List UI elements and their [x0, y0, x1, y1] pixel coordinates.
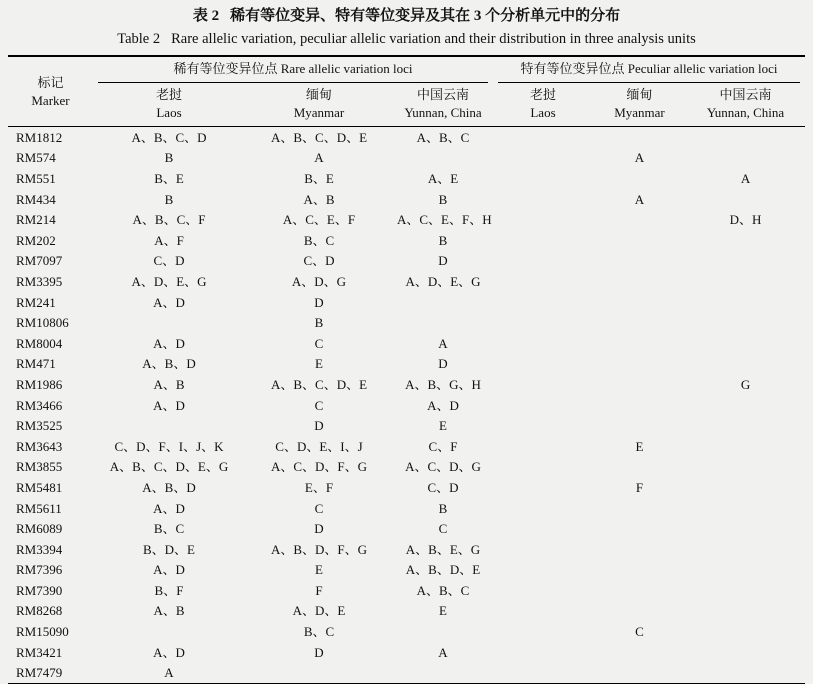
table-row [8, 663, 805, 684]
allele-cell [686, 539, 805, 560]
allele-cell: A [634, 150, 645, 166]
allele-cell: E、F [304, 479, 334, 495]
allele-cell: A、D [153, 562, 185, 578]
allele-cell: A、B、C [416, 582, 470, 598]
allele-cell: A、C、D、F、G [270, 459, 368, 475]
subheader-rare-yunnan-zh: 中国云南 [416, 87, 469, 103]
marker-cell: RM1986 [16, 376, 63, 392]
allele-cell: B、C [303, 232, 335, 248]
table-body [8, 127, 805, 684]
allele-cell: A、B、G、H [405, 376, 481, 392]
allele-cell [93, 622, 245, 643]
table-title-zh-label: 表 2 [192, 8, 220, 24]
allele-cell [493, 189, 593, 210]
group-header-rare-label: 稀有等位变异位点 Rare allelic variation loci [98, 61, 488, 83]
allele-cell: A、B [153, 376, 185, 392]
allele-cell: B [164, 150, 174, 166]
allele-cell [493, 395, 593, 416]
allele-cell: A、B、C、D [131, 129, 207, 145]
table-row [8, 477, 805, 498]
allele-cell [493, 127, 593, 148]
marker-cell: RM6089 [16, 521, 63, 537]
allele-cell: C、D、F、I、J、K [114, 438, 224, 454]
allele-cell [493, 230, 593, 251]
allele-cell: A、B、C、D、E [270, 376, 368, 392]
group-header-peculiar-label: 特有等位变异位点 Peculiar allelic variation loci [498, 61, 800, 83]
allele-cell: C [314, 335, 324, 351]
allele-cell [686, 519, 805, 540]
subheader-rare-laos-en: Laos [156, 104, 182, 120]
marker-cell: RM10806 [16, 315, 69, 331]
table-row [8, 292, 805, 313]
allele-cell: C [314, 500, 324, 516]
allele-cell: B、F [154, 582, 184, 598]
allele-cell: A、C、E、F [282, 212, 356, 228]
allele-cell [493, 601, 593, 622]
allele-cell [593, 416, 686, 437]
table-row [8, 354, 805, 375]
subheader-peculiar-myanmar-en: Myanmar [614, 104, 665, 120]
allele-cell: A、D [153, 294, 185, 310]
allele-cell [593, 230, 686, 251]
allele-cell [686, 436, 805, 457]
allele-cell: A、B [303, 191, 335, 207]
allele-cell: A、D [153, 644, 185, 660]
allele-cell [686, 498, 805, 519]
table-row [8, 313, 805, 334]
allele-cell: G [740, 376, 751, 392]
allele-cell: A、D、G [291, 273, 347, 289]
allele-cell [593, 663, 686, 684]
marker-header-zh: 标记 [37, 75, 64, 91]
allele-cell [245, 663, 393, 684]
allele-cell [593, 251, 686, 272]
allele-cell [593, 457, 686, 478]
allele-cell [593, 333, 686, 354]
table-title-en-label: Table 2 [117, 30, 161, 47]
allele-cell [493, 539, 593, 560]
allele-cell: A、B、C、D、E、G [109, 459, 229, 475]
table-row [8, 539, 805, 560]
allele-cell: D [314, 294, 324, 310]
allele-cell [686, 354, 805, 375]
allele-cell: D、H [729, 212, 762, 228]
marker-cell: RM1812 [16, 129, 63, 145]
table-row [8, 271, 805, 292]
allele-cell: E [439, 418, 447, 434]
allele-cell: A、B、E、G [405, 541, 481, 557]
allele-cell [493, 477, 593, 498]
allele-cell: A、D、E [292, 603, 346, 619]
allele-cell: C、D [427, 479, 459, 495]
table-row [8, 457, 805, 478]
allele-cell [393, 622, 493, 643]
marker-cell: RM3855 [16, 459, 63, 475]
table-row [8, 230, 805, 251]
allele-cell: D [314, 644, 324, 660]
allele-cell: B [438, 191, 448, 207]
marker-cell: RM8004 [16, 335, 63, 351]
allele-cell: A、D [153, 500, 185, 516]
allele-cell: B、D、E [142, 541, 195, 557]
allele-cell [686, 313, 805, 334]
marker-cell: RM3643 [16, 438, 63, 454]
allele-cell: B、E [304, 171, 334, 187]
allele-cell: F [315, 582, 323, 598]
allele-cell [593, 313, 686, 334]
marker-cell: RM7479 [16, 665, 63, 681]
allele-cell: C、D [303, 253, 335, 269]
table-row [8, 642, 805, 663]
allele-cell: A、B、D [142, 479, 196, 495]
subheader-peculiar-yunnan-en: Yunnan, China [706, 104, 785, 120]
table-row [8, 498, 805, 519]
allele-cell [686, 333, 805, 354]
table-row [8, 580, 805, 601]
allele-cell: B、C [153, 521, 185, 537]
marker-cell: RM8268 [16, 603, 63, 619]
allele-cell: B [438, 500, 448, 516]
table-row [8, 622, 805, 643]
allele-cell [593, 374, 686, 395]
table-header [8, 56, 805, 126]
table-row [8, 436, 805, 457]
allele-cell [493, 416, 593, 437]
allele-cell [493, 436, 593, 457]
allele-cell [493, 333, 593, 354]
allele-cell [493, 580, 593, 601]
allele-cell [686, 560, 805, 581]
allele-cell: C [438, 521, 448, 537]
allele-cell: D [438, 356, 448, 372]
allele-cell [593, 271, 686, 292]
table-title-en-text: Rare allelic variation, peculiar allelic variation and their distribution in three analysis units [171, 30, 696, 47]
subheader-rare-laos-zh: 老挝 [155, 87, 182, 103]
allele-cell [686, 395, 805, 416]
allele-cell [393, 148, 493, 169]
allele-cell [493, 498, 593, 519]
allele-cell [686, 230, 805, 251]
table-row [8, 333, 805, 354]
allele-cell [93, 416, 245, 437]
allele-cell [493, 457, 593, 478]
allele-cell: A、E [427, 171, 459, 187]
subheader-rare-laos [93, 83, 245, 127]
allele-cell: C [635, 624, 644, 640]
allele-cell: A、D [153, 397, 185, 413]
allele-cell: A、D [153, 335, 185, 351]
table-row [8, 210, 805, 231]
marker-cell: RM3525 [16, 418, 63, 434]
allele-cell: B [164, 191, 174, 207]
allele-cell: E [315, 356, 323, 372]
marker-cell: RM574 [16, 150, 56, 166]
table-title-zh [0, 7, 813, 27]
allele-cell [493, 354, 593, 375]
allele-cell: A、B、D、E [405, 562, 481, 578]
allele-cell [493, 148, 593, 169]
allele-cell: C [314, 397, 324, 413]
allele-cell [593, 642, 686, 663]
table-title-zh-text: 稀有等位变异、特有等位变异及其在 3 个分析单元中的分布 [230, 8, 621, 24]
allele-cell: F [635, 479, 644, 495]
marker-cell: RM5611 [16, 500, 62, 516]
column-header-marker [8, 56, 93, 126]
allele-cell [593, 354, 686, 375]
allele-cell [493, 313, 593, 334]
allele-cell: B、C [303, 624, 335, 640]
table-row [8, 169, 805, 190]
table-row [8, 416, 805, 437]
subheader-peculiar-laos-zh: 老挝 [529, 87, 556, 103]
allele-cell: B [314, 315, 324, 331]
marker-header-en: Marker [31, 92, 70, 108]
allele-cell [593, 169, 686, 190]
subheader-peculiar-laos-en: Laos [530, 104, 556, 120]
allele-cell: B [438, 232, 448, 248]
allele-cell [493, 271, 593, 292]
allele-cell: C、D、E、I、J [275, 438, 363, 454]
table-row [8, 148, 805, 169]
allele-cell [493, 169, 593, 190]
allele-cell: A、C、D、G [405, 459, 481, 475]
table-row [8, 189, 805, 210]
allele-cell: D [314, 521, 324, 537]
marker-cell: RM3466 [16, 397, 63, 413]
allele-cell [686, 292, 805, 313]
allele-cell [493, 374, 593, 395]
allele-cell [493, 251, 593, 272]
allele-cell [493, 663, 593, 684]
table-row [8, 127, 805, 148]
marker-cell: RM3394 [16, 541, 63, 557]
subheader-rare-myanmar-en: Myanmar [293, 104, 345, 120]
table-row [8, 374, 805, 395]
allele-cell [593, 498, 686, 519]
subheader-rare-yunnan [393, 83, 493, 127]
marker-cell: RM241 [16, 294, 56, 310]
marker-cell: RM3421 [16, 644, 63, 660]
allele-cell [493, 519, 593, 540]
allele-cell [686, 416, 805, 437]
allele-cell: B、E [154, 171, 184, 187]
data-table [8, 55, 805, 684]
allele-cell [393, 313, 493, 334]
allele-cell [493, 642, 593, 663]
allele-cell [686, 663, 805, 684]
allele-cell: A、D、E、G [405, 273, 481, 289]
table-title-en [0, 30, 813, 49]
allele-cell [686, 127, 805, 148]
allele-cell [593, 127, 686, 148]
allele-cell [686, 251, 805, 272]
subheader-rare-myanmar-zh: 缅甸 [305, 87, 332, 103]
allele-cell: E [635, 438, 644, 454]
table-row [8, 251, 805, 272]
allele-cell: A [164, 665, 174, 681]
allele-cell: A、F [154, 232, 184, 248]
marker-cell: RM434 [16, 191, 56, 207]
allele-cell [686, 642, 805, 663]
allele-cell: C、D [153, 253, 185, 269]
allele-cell [493, 210, 593, 231]
allele-cell: A [438, 644, 448, 660]
allele-cell: C、F [428, 438, 458, 454]
allele-cell: A [634, 191, 645, 207]
marker-cell: RM551 [16, 171, 56, 187]
allele-cell: A、C、E、F、H [397, 212, 492, 228]
allele-cell [493, 622, 593, 643]
allele-cell: A [740, 171, 751, 187]
allele-cell: A、D [427, 397, 459, 413]
allele-cell [593, 601, 686, 622]
allele-cell [593, 539, 686, 560]
subheader-peculiar-myanmar [593, 83, 686, 127]
table-row [8, 519, 805, 540]
marker-cell: RM15090 [16, 624, 69, 640]
allele-cell [686, 148, 805, 169]
allele-cell [593, 292, 686, 313]
group-header-row [8, 56, 805, 83]
allele-cell: D [314, 418, 324, 434]
allele-cell [686, 580, 805, 601]
table-row [8, 395, 805, 416]
marker-cell: RM7390 [16, 582, 63, 598]
allele-cell [493, 560, 593, 581]
table-row [8, 560, 805, 581]
allele-cell [93, 313, 245, 334]
group-header-rare [93, 56, 493, 83]
allele-cell: E [439, 603, 447, 619]
marker-cell: RM7396 [16, 562, 63, 578]
allele-cell [593, 580, 686, 601]
allele-cell [686, 601, 805, 622]
allele-cell [493, 292, 593, 313]
marker-cell: RM3395 [16, 273, 63, 289]
allele-cell [686, 189, 805, 210]
allele-cell: A、B、D、F、G [270, 541, 368, 557]
allele-cell: D [438, 253, 448, 269]
allele-cell: A、D、E、G [131, 273, 207, 289]
allele-cell: E [315, 562, 323, 578]
allele-cell: A、B [153, 603, 185, 619]
subheader-rare-yunnan-en: Yunnan, China [404, 104, 482, 120]
allele-cell: A、B、C [416, 129, 470, 145]
marker-cell: RM202 [16, 232, 56, 248]
allele-cell [393, 292, 493, 313]
allele-cell [686, 622, 805, 643]
allele-cell [593, 395, 686, 416]
subheader-peculiar-yunnan-zh: 中国云南 [719, 87, 772, 103]
allele-cell [593, 210, 686, 231]
allele-cell [686, 457, 805, 478]
table-row [8, 601, 805, 622]
subheader-peculiar-myanmar-zh: 缅甸 [626, 87, 653, 103]
allele-cell: A [314, 150, 324, 166]
marker-cell: RM214 [16, 212, 56, 228]
allele-cell [686, 477, 805, 498]
allele-cell [593, 560, 686, 581]
allele-cell [686, 271, 805, 292]
marker-cell: RM5481 [16, 479, 63, 495]
allele-cell: A、B、C、D、E [270, 129, 368, 145]
allele-cell: A、B、D [142, 356, 196, 372]
subheader-rare-myanmar [245, 83, 393, 127]
allele-cell: A [438, 335, 448, 351]
allele-cell [393, 663, 493, 684]
allele-cell: A、B、C、F [132, 212, 206, 228]
subheader-row [8, 83, 805, 127]
allele-cell [593, 519, 686, 540]
subheader-peculiar-laos [493, 83, 593, 127]
group-header-peculiar [493, 56, 805, 83]
subheader-peculiar-yunnan [686, 83, 805, 127]
marker-cell: RM471 [16, 356, 56, 372]
marker-cell: RM7097 [16, 253, 63, 269]
